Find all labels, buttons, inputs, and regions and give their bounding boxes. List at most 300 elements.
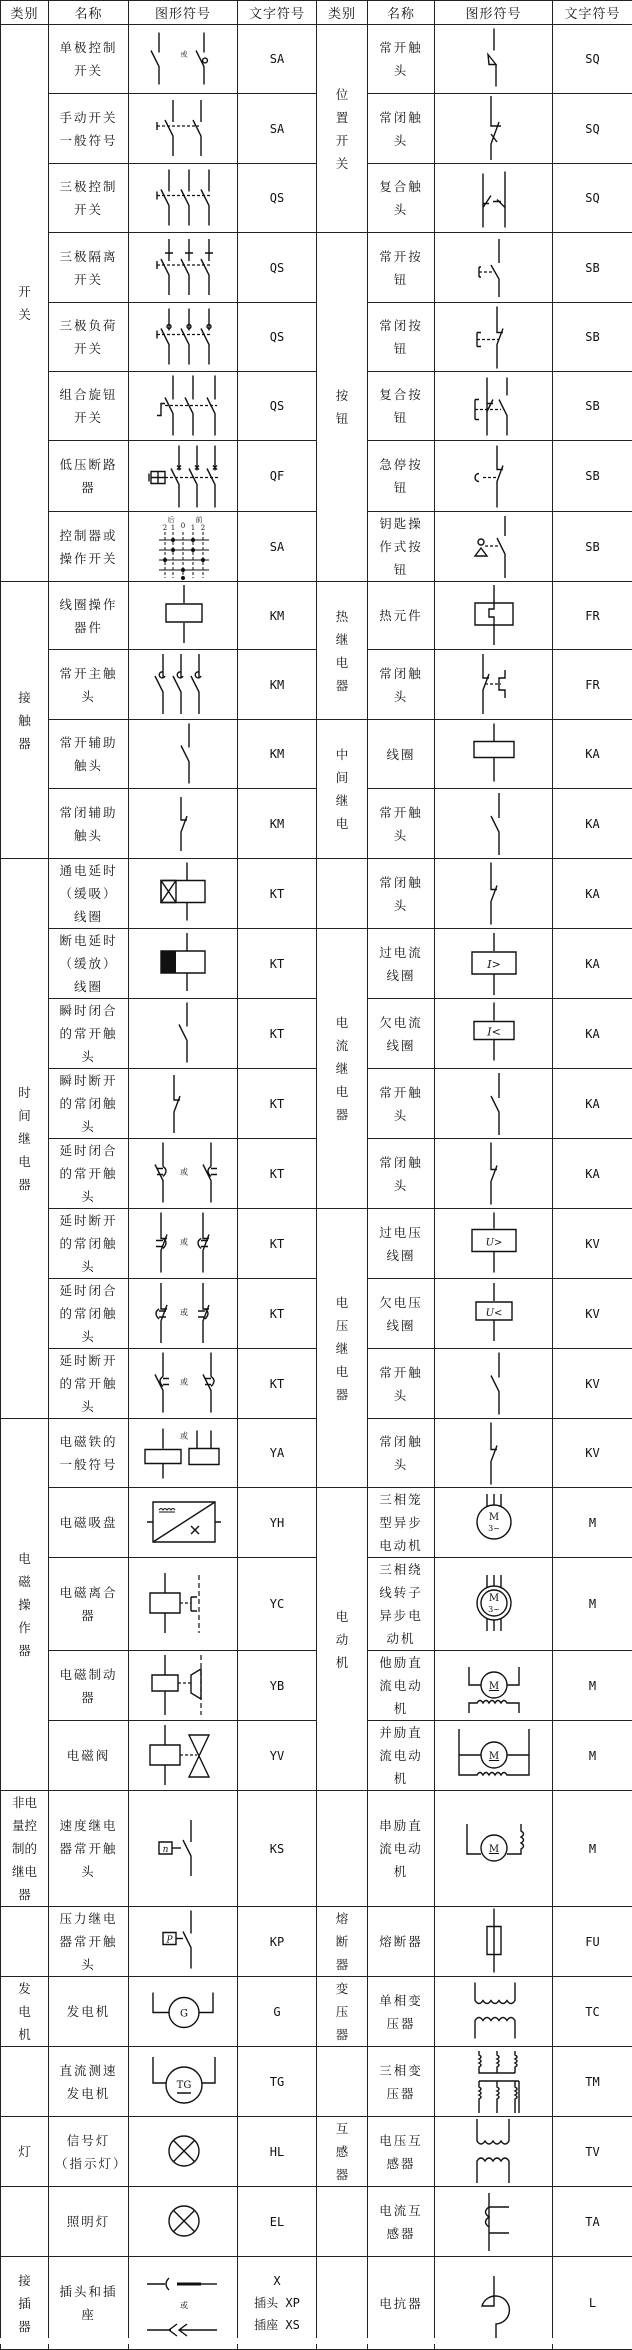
right-letter-code: FR: [553, 582, 632, 650]
table-row: [1, 2047, 632, 2117]
three-pole-switch-icon: [129, 166, 238, 231]
speed-relay-contact-icon: [129, 1814, 238, 1884]
left-category-cell: [1, 1977, 49, 2047]
left-item-name: 电磁吸盘: [49, 1488, 129, 1558]
table-row: [1, 2257, 632, 2350]
left-item-name: 照明灯: [49, 2187, 129, 2257]
right-graphic-symbol: [435, 1139, 553, 1209]
right-letter-code: TV: [553, 2117, 632, 2187]
instant-nc-contact-icon: [129, 1071, 238, 1137]
left-letter-code: SA: [238, 25, 317, 94]
left-graphic-symbol: [129, 441, 238, 512]
table-row: [1, 859, 632, 929]
right-graphic-symbol: [435, 164, 553, 233]
left-item-name: 延时断开的常闭触头: [49, 1209, 129, 1279]
left-graphic-symbol: [129, 1279, 238, 1349]
delay-open-nc-contact-icon: [129, 1211, 238, 1276]
table-header-row: [1, 1, 632, 25]
category-label: 电流继电器: [335, 1011, 349, 1126]
table-row: [1, 1977, 632, 2047]
left-item-name: 延时闭合的常开触头: [49, 1139, 129, 1209]
right-letter-code: M: [553, 1488, 632, 1558]
left-item-name: 断电延时（缓放）线圈: [49, 929, 129, 999]
right-letter-code: M: [553, 1651, 632, 1721]
category-label: 位置开关: [335, 83, 349, 175]
header-symbol: 图形符号: [129, 1, 238, 25]
electromagnetic-clutch-icon: [129, 1569, 238, 1639]
right-graphic-symbol: [435, 1907, 553, 1977]
right-item-name: 三相笼型异步电动机: [368, 1488, 435, 1558]
svg-text:U>: U>: [485, 1238, 502, 1249]
right-letter-code: KA: [553, 789, 632, 859]
right-graphic-symbol: [435, 789, 553, 859]
left-item-name: 低压断路器: [49, 441, 129, 512]
right-graphic-symbol: [435, 1069, 553, 1139]
left-item-name: 控制器或操作开关: [49, 512, 129, 582]
right-graphic-symbol: [435, 25, 553, 94]
left-graphic-symbol: [129, 233, 238, 303]
table-row: [1, 999, 632, 1069]
left-item-name: 信号灯（指示灯）: [49, 2117, 129, 2187]
category-label: 时间继电器: [18, 1081, 32, 1196]
table-row: [1, 372, 632, 441]
svg-text:n: n: [163, 1845, 169, 1855]
table-row: [1, 25, 632, 94]
header-symbol-right: 图形符号: [435, 1, 553, 25]
left-item-name: 电磁阀: [49, 1721, 129, 1791]
svg-text:I<: I<: [486, 1026, 501, 1039]
left-letter-code: QS: [238, 164, 317, 233]
right-item-name: 电抗器: [368, 2257, 435, 2350]
svg-text:3~: 3~: [488, 1605, 500, 1614]
right-letter-code: SB: [553, 303, 632, 372]
left-letter-code: KT: [238, 929, 317, 999]
instant-no-contact-icon: [129, 1001, 238, 1066]
right-item-name: 欠电流线圈: [368, 999, 435, 1069]
left-graphic-symbol: [129, 1977, 238, 2047]
left-graphic-symbol: [129, 1907, 238, 1977]
right-item-name: 常闭触头: [368, 650, 435, 720]
right-letter-code: KA: [553, 859, 632, 929]
aux-contact-no-icon: [129, 722, 238, 787]
generator-icon: [129, 1979, 238, 2044]
right-graphic-symbol: [435, 1279, 553, 1349]
right-graphic-symbol: [435, 233, 553, 303]
category-label: 中间继电: [335, 743, 349, 835]
right-letter-code: SQ: [553, 164, 632, 233]
right-graphic-symbol: [435, 1349, 553, 1419]
left-letter-code: KT: [238, 1349, 317, 1419]
table-row: [1, 1558, 632, 1651]
right-graphic-symbol: [435, 582, 553, 650]
left-letter-code: EL: [238, 2187, 317, 2257]
left-graphic-symbol: [129, 1651, 238, 1721]
left-item-name: 延时闭合的常闭触头: [49, 1279, 129, 1349]
category-label: 发电机: [18, 1977, 32, 2046]
right-letter-code: KV: [553, 1209, 632, 1279]
right-graphic-symbol: [435, 512, 553, 582]
push-button-nc-icon: [439, 305, 549, 370]
main-contact-no-icon: [129, 652, 238, 718]
thermal-nc-contact-icon: [439, 652, 549, 718]
left-letter-code: KT: [238, 1279, 317, 1349]
table-row: [1, 1069, 632, 1139]
left-letter-code: QS: [238, 233, 317, 303]
header-code: 文字符号: [238, 1, 317, 25]
left-item-name: 手动开关一般符号: [49, 94, 129, 164]
plug-socket-icon: [129, 2268, 238, 2338]
left-category-cell: [1, 25, 49, 582]
left-graphic-symbol: [129, 1791, 238, 1907]
pressure-relay-contact-icon: [129, 1909, 238, 1974]
left-letter-code: KS: [238, 1791, 317, 1907]
table-row: [1, 582, 632, 650]
right-letter-code: M: [553, 1791, 632, 1907]
page-bottom-margin: [0, 2338, 632, 2344]
left-graphic-symbol: [129, 1721, 238, 1791]
right-graphic-symbol: [435, 1488, 553, 1558]
left-letter-code: KT: [238, 1139, 317, 1209]
right-letter-code: SB: [553, 441, 632, 512]
left-letter-code: KT: [238, 1069, 317, 1139]
svg-text:或: 或: [181, 49, 188, 58]
limit-switch-nc-contact-icon: [439, 96, 549, 162]
right-letter-code: FU: [553, 1907, 632, 1977]
lighting-lamp-icon: [129, 2189, 238, 2255]
right-letter-code: KV: [553, 1279, 632, 1349]
left-graphic-symbol: [129, 859, 238, 929]
left-graphic-symbol: [129, 2187, 238, 2257]
category-label: 熔断器: [335, 1907, 349, 1976]
right-item-name: 常开触头: [368, 789, 435, 859]
right-item-name: 单相变压器: [368, 1977, 435, 2047]
left-category-cell: [1, 1791, 49, 1907]
table-row: [1, 1279, 632, 1349]
right-item-name: 热元件: [368, 582, 435, 650]
svg-text:后: 后: [168, 515, 175, 524]
category-label: 接触器: [18, 686, 32, 755]
undervoltage-coil-icon: [439, 1281, 549, 1347]
left-letter-code: YH: [238, 1488, 317, 1558]
right-letter-code: SB: [553, 233, 632, 303]
category-label: 变压器: [335, 1977, 349, 2046]
right-graphic-symbol: [435, 1977, 553, 2047]
right-graphic-symbol: [435, 2187, 553, 2257]
manual-switch-icon: [129, 96, 238, 162]
left-item-name: 延时断开的常开触头: [49, 1349, 129, 1419]
left-item-name: 线圈操作器件: [49, 582, 129, 650]
right-graphic-symbol: [435, 1209, 553, 1279]
right-letter-code: FR: [553, 650, 632, 720]
left-graphic-symbol: [129, 512, 238, 582]
svg-text:G: G: [180, 2009, 188, 2020]
left-letter-code: SA: [238, 512, 317, 582]
left-letter-code: SA: [238, 94, 317, 164]
right-letter-code: KV: [553, 1349, 632, 1419]
left-item-name: 常开辅助触头: [49, 720, 129, 789]
overvoltage-coil-icon: [439, 1211, 549, 1276]
svg-text:或: 或: [180, 1167, 188, 1177]
left-graphic-symbol: [129, 372, 238, 441]
left-graphic-symbol: [129, 94, 238, 164]
right-item-name: 复合按钮: [368, 372, 435, 441]
right-graphic-symbol: [435, 94, 553, 164]
right-category-cell: [317, 859, 368, 929]
solenoid-valve-icon: [129, 1723, 238, 1789]
right-category-cell: [317, 2257, 368, 2350]
left-letter-code: QS: [238, 372, 317, 441]
right-item-name: 常闭触头: [368, 1139, 435, 1209]
left-item-name: 插头和插座: [49, 2257, 129, 2350]
left-category-cell: [1, 2047, 49, 2117]
right-category-cell: [317, 929, 368, 1209]
table-row: [1, 1209, 632, 1279]
svg-text:P: P: [165, 1936, 173, 1946]
right-item-name: 并励直流电动机: [368, 1721, 435, 1791]
svg-text:M: M: [488, 1844, 498, 1855]
right-category-cell: [317, 1791, 368, 1907]
left-letter-code: YB: [238, 1651, 317, 1721]
table-row: [1, 1349, 632, 1419]
left-item-name: 三极隔离开关: [49, 233, 129, 303]
svg-text:M: M: [488, 1751, 498, 1762]
contact-nc-icon: [439, 1421, 549, 1486]
left-item-name: 瞬时闭合的常开触头: [49, 999, 129, 1069]
left-category-cell: [1, 1907, 49, 1977]
left-graphic-symbol: [129, 2047, 238, 2117]
emergency-stop-button-icon: [439, 443, 549, 510]
left-graphic-symbol: [129, 1209, 238, 1279]
right-graphic-symbol: [435, 859, 553, 929]
table-row: [1, 94, 632, 164]
right-graphic-symbol: [435, 1721, 553, 1791]
svg-text:或: 或: [180, 2300, 188, 2310]
left-graphic-symbol: [129, 582, 238, 650]
delay-open-no-contact-icon: [129, 1351, 238, 1416]
category-label: 电磁操作器: [18, 1547, 32, 1662]
right-letter-code: SQ: [553, 94, 632, 164]
push-button-compound-icon: [439, 374, 549, 439]
three-pole-isolator-icon: [129, 235, 238, 301]
table-row: [1, 1139, 632, 1209]
left-item-name: 压力继电器常开触头: [49, 1907, 129, 1977]
left-letter-code: KM: [238, 582, 317, 650]
circuit-breaker-icon: [129, 443, 238, 510]
svg-text:或: 或: [180, 1307, 188, 1317]
letter-code-line: X: [238, 2270, 316, 2292]
right-graphic-symbol: [435, 1651, 553, 1721]
coil-icon: [129, 584, 238, 648]
left-item-name: 电磁制动器: [49, 1651, 129, 1721]
table-row: [1, 1651, 632, 1721]
table-row: [1, 1721, 632, 1791]
left-graphic-symbol: [129, 999, 238, 1069]
left-item-name: 瞬时断开的常闭触头: [49, 1069, 129, 1139]
table-row: [1, 441, 632, 512]
left-letter-code: YC: [238, 1558, 317, 1651]
svg-text:M: M: [488, 1681, 498, 1692]
single-phase-transformer-icon: [439, 1979, 549, 2044]
category-label: 灯: [18, 2140, 32, 2163]
right-category-cell: [317, 1488, 368, 1791]
right-item-name: 电压互感器: [368, 2117, 435, 2187]
left-category-cell: [1, 2117, 49, 2187]
category-label: 按钮: [335, 384, 349, 430]
right-category-cell: [317, 1977, 368, 2047]
svg-text:I>: I>: [486, 958, 501, 971]
left-item-name: 三极控制开关: [49, 164, 129, 233]
letter-code-line: 插座 XS: [238, 2314, 316, 2336]
table-row: [1, 164, 632, 233]
controller-switch-icon: [129, 514, 238, 580]
left-graphic-symbol: [129, 929, 238, 999]
right-item-name: 常开触头: [368, 25, 435, 94]
right-item-name: 常开触头: [368, 1349, 435, 1419]
left-graphic-symbol: [129, 25, 238, 94]
table-row: [1, 2117, 632, 2187]
table-row: [1, 789, 632, 859]
right-category-cell: [317, 1907, 368, 1977]
left-item-name: 三极负荷开关: [49, 303, 129, 372]
right-graphic-symbol: [435, 929, 553, 999]
right-graphic-symbol: [435, 2257, 553, 2350]
table-row: [1, 1488, 632, 1558]
left-item-name: 速度继电器常开触头: [49, 1791, 129, 1907]
right-graphic-symbol: [435, 1419, 553, 1488]
left-item-name: 电磁离合器: [49, 1558, 129, 1651]
right-category-cell: [317, 233, 368, 582]
electromagnetic-brake-icon: [129, 1653, 238, 1719]
right-item-name: 常开触头: [368, 1069, 435, 1139]
right-item-name: 三相变压器: [368, 2047, 435, 2117]
table-row: [1, 1419, 632, 1488]
three-phase-transformer-icon: [439, 2049, 549, 2115]
voltage-transformer-icon: [439, 2120, 549, 2184]
right-letter-code: KA: [553, 1139, 632, 1209]
category-label: 非电量控制的继电器: [11, 1791, 39, 1906]
svg-text:1: 1: [171, 524, 175, 532]
delay-close-no-contact-icon: [129, 1141, 238, 1206]
header-category-right: 类别: [317, 1, 368, 25]
svg-text:2: 2: [163, 524, 167, 532]
right-letter-code: TA: [553, 2187, 632, 2257]
right-letter-code: TC: [553, 1977, 632, 2047]
left-item-name: 组合旋钮开关: [49, 372, 129, 441]
right-graphic-symbol: [435, 1558, 553, 1651]
fuse-icon: [439, 1909, 549, 1974]
left-letter-code: G: [238, 1977, 317, 2047]
contact-nc-icon: [439, 861, 549, 926]
left-graphic-symbol: [129, 303, 238, 372]
left-letter-code: KP: [238, 1907, 317, 1977]
right-item-name: 常开按钮: [368, 233, 435, 303]
right-item-name: 电流互感器: [368, 2187, 435, 2257]
right-graphic-symbol: [435, 372, 553, 441]
right-letter-code: SB: [553, 372, 632, 441]
contact-no-icon: [439, 1071, 549, 1137]
key-button-icon: [439, 514, 549, 580]
table-row: [1, 650, 632, 720]
rotary-switch-icon: [129, 374, 238, 439]
svg-text:或: 或: [180, 1237, 188, 1247]
letter-code-line: 插头 XP: [238, 2292, 316, 2314]
right-item-name: 复合触头: [368, 164, 435, 233]
left-letter-code: YA: [238, 1419, 317, 1488]
table-row: [1, 303, 632, 372]
left-graphic-symbol: [129, 650, 238, 720]
left-graphic-symbol: [129, 1069, 238, 1139]
left-letter-code: KM: [238, 650, 317, 720]
right-item-name: 欠电压线圈: [368, 1279, 435, 1349]
left-category-cell: [1, 859, 49, 1419]
contact-nc-icon: [439, 1141, 549, 1206]
left-letter-code: [238, 2257, 317, 2350]
right-item-name: 钥匙操作式按钮: [368, 512, 435, 582]
right-letter-code: M: [553, 1721, 632, 1791]
svg-text:TG: TG: [177, 2080, 192, 2091]
right-category-cell: [317, 2187, 368, 2257]
contact-no-icon: [439, 1351, 549, 1416]
right-graphic-symbol: [435, 999, 553, 1069]
aux-contact-nc-icon: [129, 791, 238, 857]
header-category: 类别: [1, 1, 49, 25]
right-letter-code: KA: [553, 1069, 632, 1139]
right-letter-code: L: [553, 2257, 632, 2350]
left-graphic-symbol: [129, 1419, 238, 1488]
left-letter-code: KT: [238, 859, 317, 929]
left-graphic-symbol: [129, 1139, 238, 1209]
delay-close-nc-contact-icon: [129, 1281, 238, 1347]
left-letter-code: QS: [238, 303, 317, 372]
left-graphic-symbol: [129, 1558, 238, 1651]
right-category-cell: [317, 2117, 368, 2187]
contact-no-icon: [439, 791, 549, 857]
left-graphic-symbol: [129, 164, 238, 233]
right-letter-code: TM: [553, 2047, 632, 2117]
three-pole-load-switch-icon: [129, 305, 238, 370]
right-item-name: 熔断器: [368, 1907, 435, 1977]
left-letter-code: KM: [238, 789, 317, 859]
on-delay-coil-icon: [129, 861, 238, 926]
left-item-name: 发电机: [49, 1977, 129, 2047]
right-letter-code: KA: [553, 720, 632, 789]
right-category-cell: [317, 2047, 368, 2117]
svg-text:前: 前: [196, 515, 203, 524]
right-category-cell: [317, 25, 368, 233]
category-label: 接插器: [18, 2269, 32, 2338]
left-letter-code: KT: [238, 999, 317, 1069]
right-letter-code: SQ: [553, 25, 632, 94]
svg-text:1: 1: [191, 524, 195, 532]
left-item-name: 通电延时（缓吸）线圈: [49, 859, 129, 929]
category-label: 电动机: [335, 1605, 349, 1674]
reactor-icon: [439, 2268, 549, 2338]
right-graphic-symbol: [435, 2117, 553, 2187]
left-category-cell: [1, 2257, 49, 2350]
squirrel-cage-motor-icon: [439, 1490, 549, 1556]
left-graphic-symbol: [129, 720, 238, 789]
category-label: 电压继电器: [335, 1291, 349, 1406]
single-pole-switch-icon: [129, 27, 238, 92]
right-category-cell: [317, 720, 368, 859]
left-item-name: 常开主触头: [49, 650, 129, 720]
left-category-cell: [1, 582, 49, 859]
table-row: [1, 720, 632, 789]
right-item-name: 急停按钮: [368, 441, 435, 512]
right-item-name: 常闭按钮: [368, 303, 435, 372]
left-letter-code: HL: [238, 2117, 317, 2187]
left-letter-code: TG: [238, 2047, 317, 2117]
